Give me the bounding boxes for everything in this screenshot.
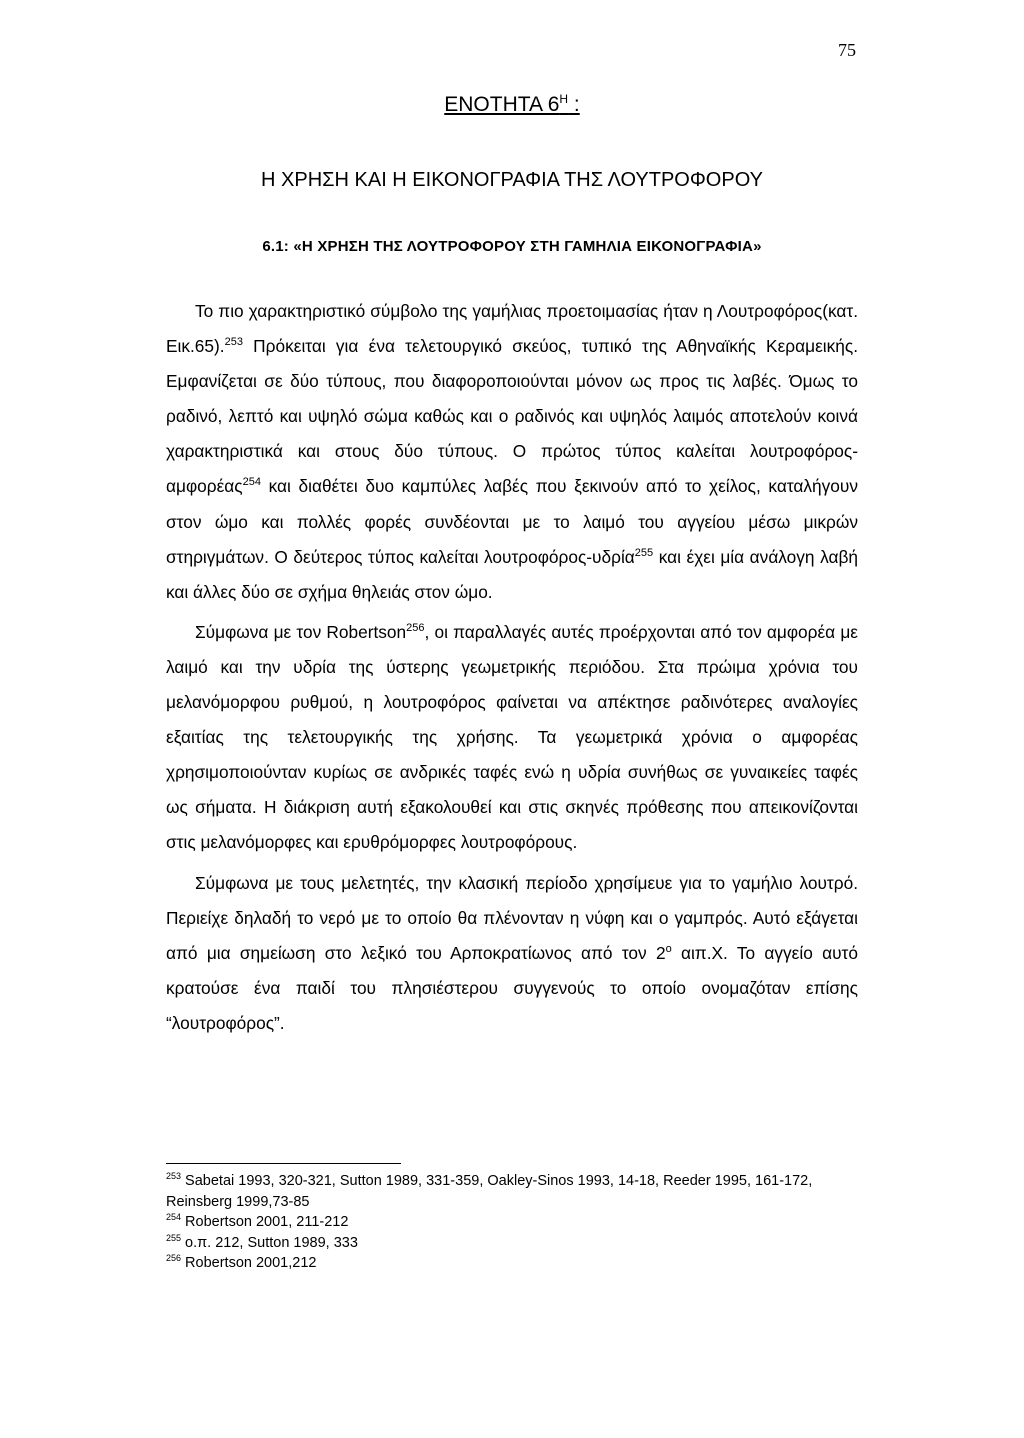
page-number: 75 <box>838 40 856 60</box>
paragraph-3-part-a: Σύμφωνα με τους μελετητές, την κλασική περίοδο χρησίμευε για το γαμήλιο λουτρό. Περιείχε δηλαδή το νερό με το οποίο θα πλένονταν η νύφη και ο γαμπρός. Αυτό εξάγεται από μια σημείωση στο λεξικό του Αρποκρατίωνος από τον 2 <box>166 872 858 963</box>
footnote-ref-254: 254 <box>242 476 261 489</box>
paragraph-2-part-a: Σύμφωνα με τον Robertson <box>195 621 407 642</box>
paragraph-1 <box>166 294 858 610</box>
unit-title-suffix: : <box>568 93 580 116</box>
unit-title-text: ΕΝΟΤΗΤΑ 6 <box>444 93 560 116</box>
paragraph-1-part-b: Πρόκειται για ένα τελετουργικό σκεύος, τυπικό της Αθηναϊκής Κεραμεικής. Εμφανίζεται σε δύο τύπους, που διαφοροποιούνται μόνον ως προς τις λαβές. Όμως το ραδινό, λεπτό και υψηλό σώμα καθώς και ο ραδινός και υψηλός λαιμός αποτελούν κοινά χαρακτηριστικά και στους δύο τύπους. Ο πρώτος τύπος καλείται λουτροφόρος-αμφορέας <box>166 336 858 497</box>
footnote-text: ο.π. 212, Sutton 1989, 333 <box>181 1234 358 1251</box>
footnote-253 <box>166 1171 858 1212</box>
paragraph-2-part-b: , οι παραλλαγές αυτές προέρχονται από τον αμφορέα με λαιμό και την υδρία της ύστερης γεωμετρικής περιόδου. Στα πρώιμα χρόνια του μελανόμορφου ρυθμού, η λουτροφόρος φαίνεται να απέκτησε ραδινότερες αναλογίες εξαιτίας της τελετουργικής της χρήσης. Τα γεωμετρικά χρόνια ο αμφορέας χρησιμοποιούνταν κυρίως σε ανδρικές ταφές ενώ η υδρία συνήθως σε γυναικείες ταφές ως σήματα. Η διάκριση αυτή εξακολουθεί και στις σκηνές πρόθεσης που απεικονίζονται στις μελανόμορφες και ερυθρόμορφες λουτροφόρους. <box>166 621 858 853</box>
footnote-255 <box>166 1233 858 1254</box>
footnote-number: 256 <box>166 1253 182 1264</box>
footnote-ref-253: 253 <box>224 336 243 349</box>
footnote-ref-256: 256 <box>406 622 425 635</box>
unit-title <box>0 92 1024 117</box>
footnote-ref-255: 255 <box>634 546 654 559</box>
footnote-number: 254 <box>166 1212 182 1223</box>
footnote-256 <box>166 1253 858 1274</box>
footnote-number: 253 <box>166 1171 182 1182</box>
paragraph-3-part-b: αιπ.Χ. Το αγγείο αυτό κρατούσε ένα παιδί του πλησιέστερου συγγενούς το οποίο ονομαζόταν επίσης “λουτροφόρος”. <box>166 942 858 1033</box>
paragraph-2 <box>166 615 858 861</box>
section-title: 6.1: «Η ΧΡΗΣΗ ΤΗΣ ΛΟΥΤΡΟΦΟΡΟΥ ΣΤΗ ΓΑΜΗΛΙΑ ΕΙΚΟΝΟΓΡΑΦΙΑ» <box>262 238 762 255</box>
footnote-number: 255 <box>166 1232 182 1243</box>
footnote-text: Robertson 2001,212 <box>181 1255 317 1271</box>
ordinal-superscript: ο <box>665 942 672 955</box>
paragraph-1-part-c: και διαθέτει δυο καμπύλες λαβές που ξεκινούν από το χείλος, καταλήγουν στον ώμο και πολλές φορές συνδέονται με το λαιμό του αγγείου μέσω μικρών στηριγμάτων. Ο δεύτερος τύπος καλείται λουτροφόρος-υδρία <box>166 476 858 567</box>
footnote-254 <box>166 1212 858 1233</box>
paragraph-3 <box>166 866 858 1041</box>
paragraph-1-part-d: και έχει μία ανάλογη λαβή και άλλες δύο σε σχήμα θηλειάς στον ώμο. <box>166 546 859 602</box>
paragraph-1-part-a: Το πιο χαρακτηριστικό σύμβολο της γαμήλιας προετοιμασίας ήταν η Λουτροφόρος(κατ. Εικ.65). <box>166 301 858 357</box>
body-text <box>166 294 858 1041</box>
footnote-text: Robertson 2001, 211-212 <box>181 1214 349 1230</box>
footnote-text: Sabetai 1993, 320-321, Sutton 1989, 331-359, Oakley-Sinos 1993, 14-18, Reeder 1995, 161-172, Reinsberg 1999,73-85 <box>166 1173 813 1210</box>
main-title: Η ΧΡΗΣΗ ΚΑΙ Η ΕΙΚΟΝΟΓΡΑΦΙΑ ΤΗΣ ΛΟΥΤΡΟΦΟΡΟΥ <box>261 169 763 191</box>
footnote-divider <box>166 1163 401 1164</box>
footnotes <box>166 1171 858 1274</box>
unit-title-sup: Η <box>559 92 569 106</box>
